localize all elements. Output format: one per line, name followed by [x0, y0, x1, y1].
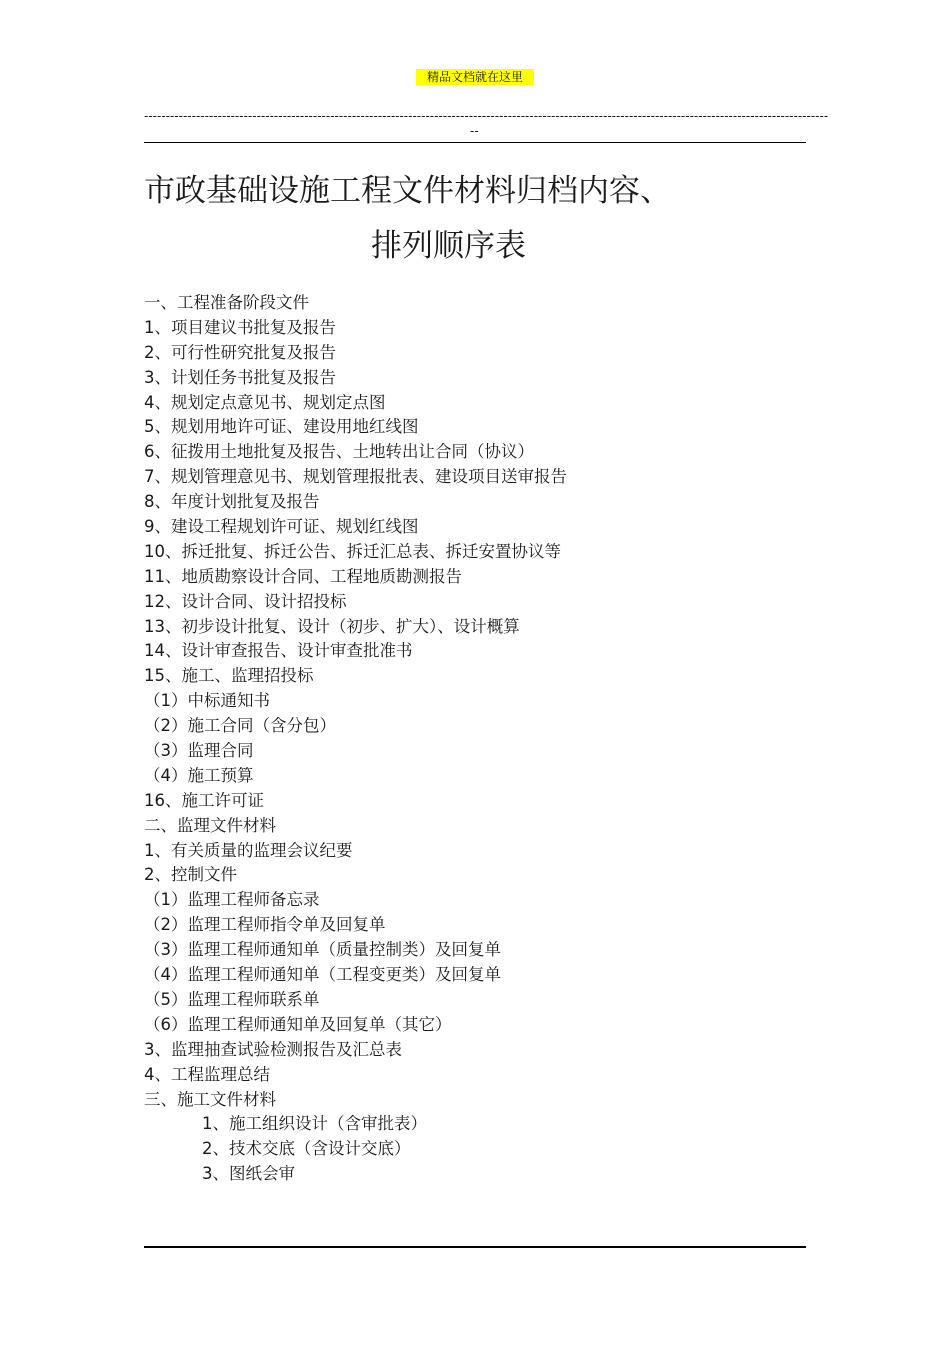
content-line: （2）监理工程师指令单及回复单 — [144, 915, 386, 935]
content-line: 2、控制文件 — [144, 865, 237, 885]
document-title-line2: 排列顺序表 — [371, 228, 526, 264]
content-line: （3）监理合同 — [144, 741, 254, 761]
content-line: 15、施工、监理招投标 — [144, 666, 314, 686]
content-line: 3、图纸会审 — [202, 1164, 295, 1184]
content-line: （5）监理工程师联系单 — [144, 989, 320, 1009]
document-body — [144, 291, 784, 1187]
content-line: 1、项目建议书批复及报告 — [144, 317, 336, 337]
content-line: 4、工程监理总结 — [144, 1064, 270, 1084]
content-line: 2、技术交底（含设计交底） — [202, 1139, 411, 1159]
content-line: 11、地质勘察设计合同、工程地质勘测报告 — [144, 566, 462, 586]
content-line: 3、监理抽查试验检测报告及汇总表 — [144, 1039, 402, 1059]
document-title-line1: 市政基础设施工程文件材料归档内容、 — [144, 173, 671, 209]
content-line: 6、征拨用土地批复及报告、土地转出让合同（协议） — [144, 442, 534, 462]
content-line: 16、施工许可证 — [144, 790, 264, 810]
header-rule — [144, 142, 806, 143]
content-line: 二、监理文件材料 — [144, 815, 276, 835]
content-line: （1）监理工程师备忘录 — [144, 890, 320, 910]
content-line: 1、有关质量的监理会议纪要 — [144, 840, 353, 860]
content-line: 7、规划管理意见书、规划管理报批表、建设项目送审报告 — [144, 467, 567, 487]
content-line: （4）施工预算 — [144, 765, 254, 785]
content-line: 10、拆迁批复、拆迁公告、拆迁汇总表、拆迁安置协议等 — [144, 541, 561, 561]
content-line: 13、初步设计批复、设计（初步、扩大）、设计概算 — [144, 616, 520, 636]
content-line: 一、工程准备阶段文件 — [144, 293, 309, 312]
content-line: 5、规划用地许可证、建设用地红线图 — [144, 417, 419, 437]
content-line: 14、设计审查报告、设计审查批准书 — [144, 641, 413, 661]
footer-rule — [144, 1246, 806, 1248]
content-line: （3）监理工程师通知单（质量控制类）及回复单 — [144, 940, 501, 960]
content-line: （4）监理工程师通知单（工程变更类）及回复单 — [144, 965, 501, 985]
header-banner-title: 精品文档就在这里 — [416, 69, 534, 85]
content-line: 12、设计合同、设计招投标 — [144, 591, 347, 611]
content-line: 三、施工文件材料 — [144, 1089, 276, 1109]
content-line: 9、建设工程规划许可证、规划红线图 — [144, 517, 419, 537]
content-line: （6）监理工程师通知单及回复单（其它） — [144, 1014, 452, 1034]
content-line: （1）中标通知书 — [144, 691, 270, 711]
content-line: 1、施工组织设计（含审批表） — [202, 1114, 427, 1134]
content-line: （2）施工合同（含分包） — [144, 716, 336, 736]
header-dash-short: -- — [470, 124, 479, 138]
content-line: 4、规划定点意见书、规划定点图 — [144, 392, 386, 412]
header-dash-line: -------------------------------------------------------------------------------------------------------------------------------------------------------------- — [144, 109, 829, 123]
content-line: 3、计划任务书批复及报告 — [144, 367, 336, 387]
content-line: 2、可行性研究批复及报告 — [144, 342, 336, 362]
content-line: 8、年度计划批复及报告 — [144, 492, 320, 512]
